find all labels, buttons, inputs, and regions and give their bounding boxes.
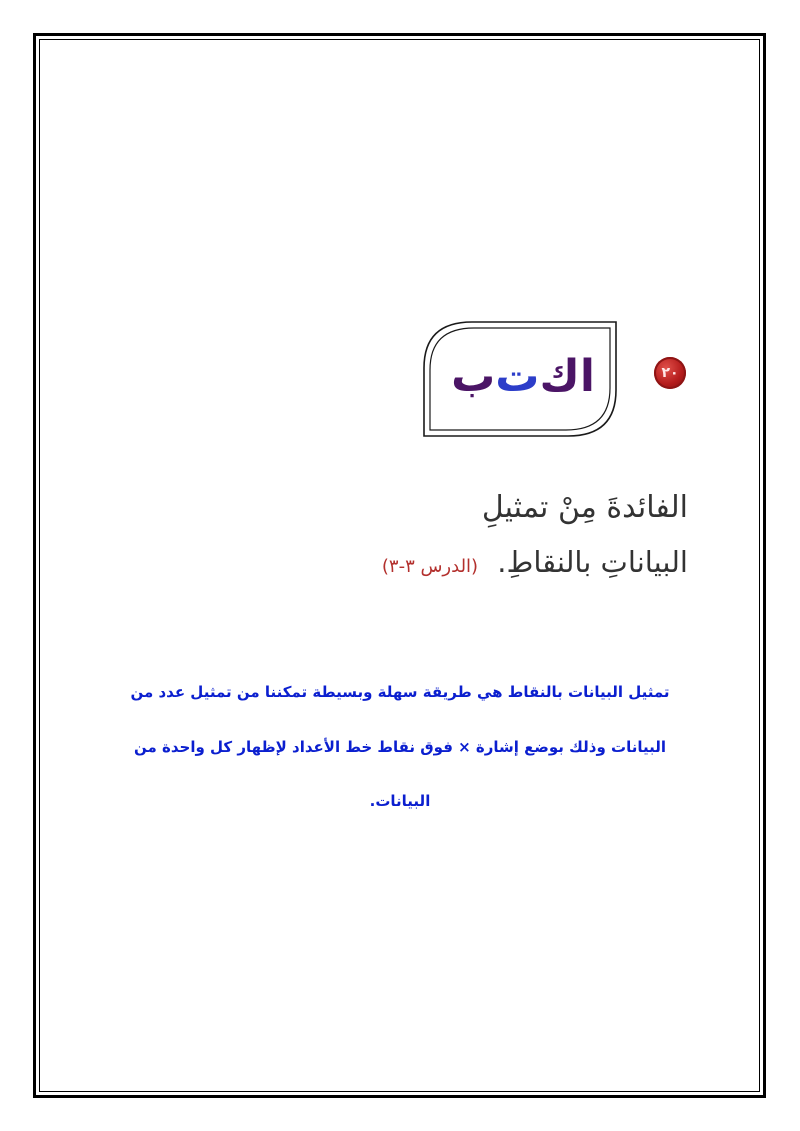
answer-line3: البيانات. xyxy=(369,792,431,810)
question-number-badge xyxy=(654,357,686,389)
question-prompt-line1: الفائدةَ مِنْ تمثيلِ xyxy=(481,490,688,525)
write-label-part3: ب xyxy=(451,350,496,402)
question-prompt-line2 xyxy=(382,545,688,579)
answer-line1: تمثيل البيانات بالنقاط هي طريقة سهلة وبسيطة تمكننا من تمثيل عدد من xyxy=(130,683,670,701)
question-prompt-line2-text: البياناتِ بالنقاطِ. xyxy=(497,545,688,579)
write-label-part2: ت xyxy=(495,350,540,402)
answer-line2: البيانات وذلك بوضع إشارة × فوق نقاط خط الأعداد لإظهار كل واحدة من xyxy=(133,738,666,756)
write-label xyxy=(443,338,603,414)
write-label-part1: اك xyxy=(539,350,595,402)
lesson-reference: (الدرس ٣-٣) xyxy=(381,556,479,577)
question-number: ٢٠ xyxy=(661,365,679,381)
